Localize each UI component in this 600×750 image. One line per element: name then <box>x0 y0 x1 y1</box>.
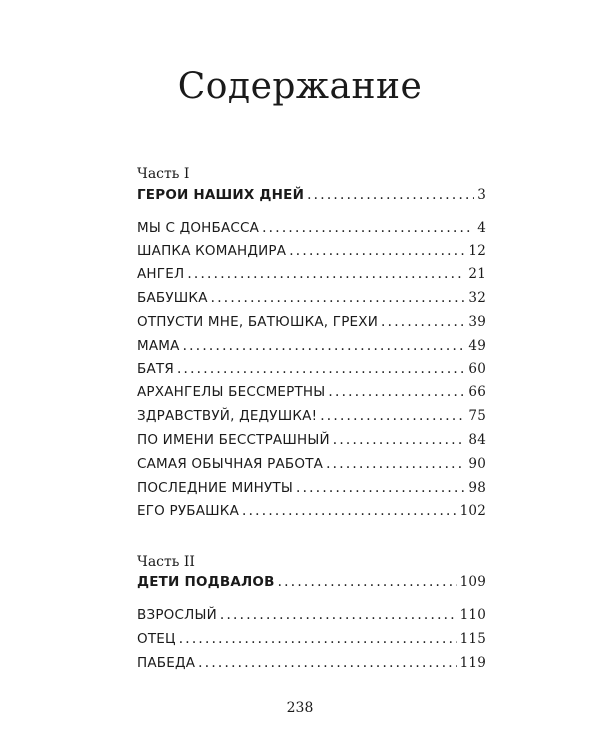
part-1-label: Часть I <box>137 166 190 182</box>
toc-entry <box>137 655 486 675</box>
toc-entry-page: 84 <box>468 432 486 448</box>
toc-entry <box>137 631 486 651</box>
toc-entry-page: 75 <box>468 408 486 424</box>
dot-leader <box>296 480 465 496</box>
toc-entry <box>137 243 486 263</box>
toc-entry-title: БАБУШКА <box>137 290 208 306</box>
toc-entry <box>137 432 486 452</box>
toc-heading-part-1 <box>137 187 486 207</box>
toc-entry-title: МАМА <box>137 338 180 354</box>
toc-entry-title: ЕГО РУБАШКА <box>137 503 239 519</box>
dot-leader <box>179 631 457 647</box>
toc-entry-title: ШАПКА КОМАНДИРА <box>137 243 287 259</box>
dot-leader <box>220 607 457 623</box>
toc-entry-title: ПО ИМЕНИ БЕССТРАШНЫЙ <box>137 432 330 448</box>
page-title: Содержание <box>177 66 423 107</box>
toc-heading-page: 3 <box>477 187 486 203</box>
dot-leader <box>177 361 465 377</box>
toc-entry-page: 60 <box>468 361 486 377</box>
toc-entry-page: 115 <box>459 631 486 647</box>
part-2-label: Часть II <box>137 554 195 570</box>
toc-heading-title: ГЕРОИ НАШИХ ДНЕЙ <box>137 187 305 203</box>
toc-entry-title: ЗДРАВСТВУЙ, ДЕДУШКА! <box>137 408 318 424</box>
toc-entry-page: 21 <box>468 266 486 282</box>
toc-entry-title: АНГЕЛ <box>137 266 185 282</box>
toc-entry-page: 98 <box>468 480 486 496</box>
toc-entry-page: 66 <box>468 384 486 400</box>
toc-entry <box>137 361 486 381</box>
toc-heading-page: 109 <box>459 574 486 590</box>
toc-entry <box>137 480 486 500</box>
page-number: 238 <box>286 700 314 716</box>
dot-leader <box>328 384 465 400</box>
toc-entry-page: 102 <box>459 503 486 519</box>
toc-entry-title: ПАБЕДА <box>137 655 196 671</box>
toc-entry <box>137 220 486 240</box>
dot-leader <box>211 290 466 306</box>
toc-entry-title: ОТЕЦ <box>137 631 176 647</box>
dot-leader <box>307 187 474 203</box>
toc-entry-title: ВЗРОСЛЫЙ <box>137 607 217 623</box>
toc-entry <box>137 314 486 334</box>
toc-entry-page: 49 <box>468 338 486 354</box>
toc-entry-title: ОТПУСТИ МНЕ, БАТЮШКА, ГРЕХИ <box>137 314 379 330</box>
dot-leader <box>326 456 465 472</box>
toc-entry-page: 32 <box>468 290 486 306</box>
toc-entry <box>137 503 486 523</box>
toc-entry <box>137 384 486 404</box>
toc-entry-title: БАТЯ <box>137 361 174 377</box>
dot-leader <box>333 432 466 448</box>
toc-entry-page: 4 <box>477 220 486 236</box>
toc-entry <box>137 408 486 428</box>
toc-entry-page: 119 <box>459 655 486 671</box>
toc-entry <box>137 338 486 358</box>
toc-entry-page: 90 <box>468 456 486 472</box>
toc-heading-title: ДЕТИ ПОДВАЛОВ <box>137 574 275 590</box>
toc-entry-page: 12 <box>468 243 486 259</box>
toc-entry-title: САМАЯ ОБЫЧНАЯ РАБОТА <box>137 456 324 472</box>
toc-entry-title: МЫ С ДОНБАССА <box>137 220 260 236</box>
dot-leader <box>289 243 465 259</box>
toc-heading-part-2 <box>137 574 486 594</box>
dot-leader <box>278 574 457 590</box>
dot-leader <box>198 655 456 671</box>
toc-entry-page: 110 <box>459 607 486 623</box>
toc-entry-title: ПОСЛЕДНИЕ МИНУТЫ <box>137 480 293 496</box>
toc-entry <box>137 607 486 627</box>
toc-entry <box>137 290 486 310</box>
toc-entry-page: 39 <box>468 314 486 330</box>
dot-leader <box>320 408 465 424</box>
toc-entry <box>137 266 486 286</box>
toc-entry <box>137 456 486 476</box>
dot-leader <box>187 266 465 282</box>
dot-leader <box>183 338 466 354</box>
toc-entry-title: АРХАНГЕЛЫ БЕССМЕРТНЫ <box>137 384 326 400</box>
dot-leader <box>242 503 457 519</box>
dot-leader <box>381 314 465 330</box>
dot-leader <box>262 220 474 236</box>
